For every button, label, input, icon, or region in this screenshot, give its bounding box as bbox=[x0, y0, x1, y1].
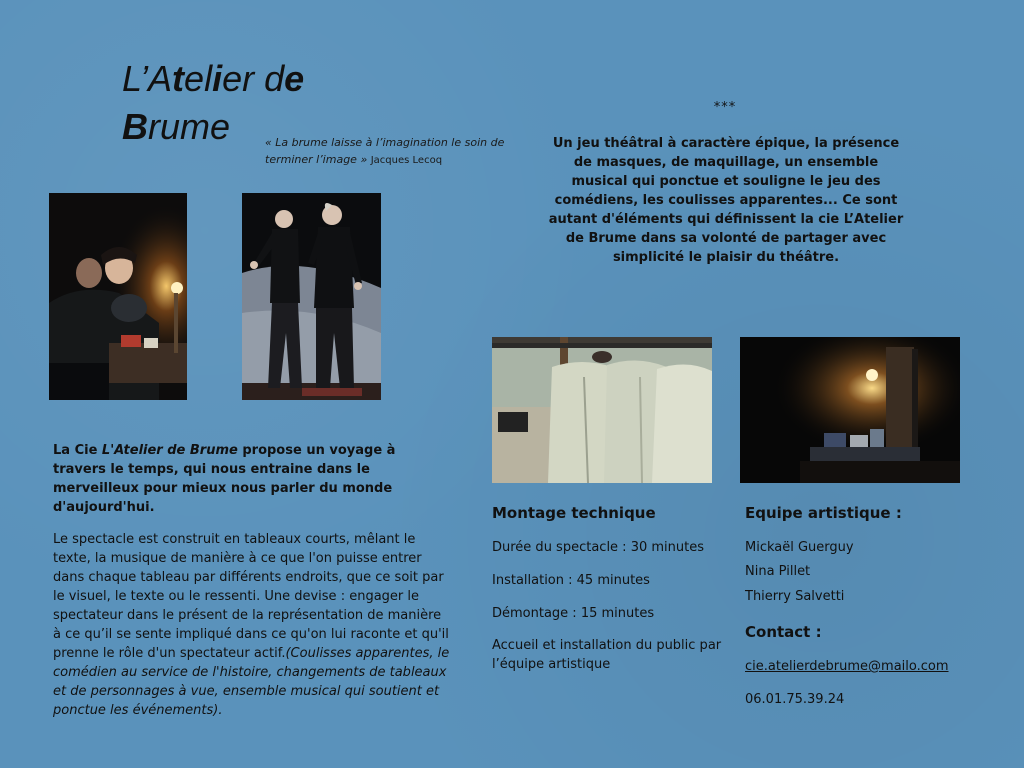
photo-night-lights bbox=[740, 337, 960, 483]
description-text: Le spectacle est construit en tableaux courts, mêlant le texte, la musique de manière à ce que l'on puisse entrer dans chaque tableau par différents endroits, que ce soit par le visuel, le texte ou le ressenti. Une devise : engager le spectateur dans le présent de la représentation de manière à ce qu’il se sente impliqué dans ce qu'on lui raconte et qu'il prenne le rôle d'un spectateur actif. bbox=[53, 532, 449, 661]
separator-stars: *** bbox=[713, 100, 737, 115]
photo-backstage-makeup bbox=[49, 193, 187, 400]
contact-email-link[interactable]: cie.atelierdebrume@mailo.com bbox=[745, 659, 949, 674]
title-part: er d bbox=[222, 58, 285, 99]
title-part: t bbox=[172, 58, 185, 99]
lead-prefix: La Cie bbox=[53, 443, 102, 458]
lead-suffix: propose un voyage à travers le temps, qui nous entraine dans le merveilleux pour mieux nous parler du monde d'aujourd'hui. bbox=[53, 443, 396, 515]
description-italic: (Coulisses apparentes, le comédien au service de l'histoire, changements de tableaux et de personnages à vue, ensemble musical qui soutient et ponctue les événements). bbox=[53, 646, 450, 718]
team-heading: Equipe artistique : bbox=[745, 504, 902, 522]
contact-heading: Contact : bbox=[745, 623, 822, 641]
title-part: B bbox=[122, 106, 148, 147]
team-member: Thierry Salvetti bbox=[745, 589, 845, 604]
title-part: i bbox=[212, 58, 223, 99]
title-part: e bbox=[284, 58, 305, 99]
photo-costumes-rack bbox=[492, 337, 712, 483]
quote-author: Jacques Lecoq bbox=[370, 155, 443, 166]
title-part: el bbox=[184, 58, 213, 99]
epigraph-quote bbox=[265, 134, 525, 169]
montage-duration: Durée du spectacle : 30 minutes bbox=[492, 540, 704, 555]
intro-paragraph: Un jeu théâtral à caractère épique, la présence de masques, de maquillage, un ensemble musical qui ponctue et souligne le jeu des comédiens, les coulisses apparentes... Ce sont autant d'éléments qui définissent la cie L’Atelier de Brume dans sa volonté de partager avec simplicité le plaisir du théâtre. bbox=[548, 136, 904, 265]
quote-text: « La brume laisse à l’imagination le soin de terminer l’image » bbox=[265, 136, 505, 166]
show-description bbox=[53, 530, 453, 720]
team-member: Nina Pillet bbox=[745, 564, 811, 579]
photo-performers-stage bbox=[242, 193, 381, 400]
title-part: L’A bbox=[122, 58, 173, 99]
montage-heading: Montage technique bbox=[492, 504, 656, 522]
company-name: L'Atelier de Brume bbox=[101, 443, 238, 458]
montage-welcome: Accueil et installation du public par l’équipe artistique bbox=[492, 638, 722, 672]
team-member: Mickaël Guerguy bbox=[745, 540, 854, 555]
montage-dismount: Démontage : 15 minutes bbox=[492, 606, 655, 621]
lead-paragraph bbox=[53, 441, 443, 517]
contact-phone: 06.01.75.39.24 bbox=[745, 692, 845, 707]
montage-install: Installation : 45 minutes bbox=[492, 573, 650, 588]
title-part: rume bbox=[148, 106, 231, 147]
